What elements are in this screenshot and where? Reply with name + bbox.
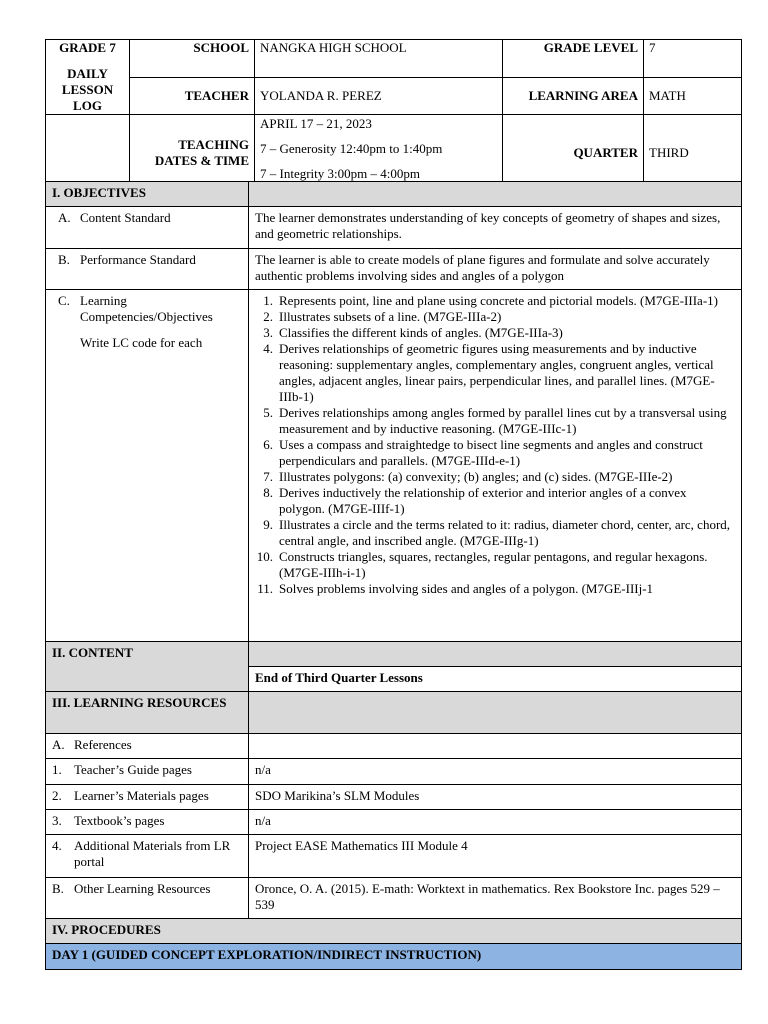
teaching-label: TEACHING (178, 137, 249, 152)
performance-standard-label (46, 249, 249, 290)
teachers-guide-label (46, 759, 249, 785)
competency-text: Derives relationships among angles formed by parallel lines cut by a transversal using measurement and by inductive reasoning. (M7GE-IIIc-1) (279, 405, 727, 436)
competency-item (251, 405, 735, 437)
competencies-text: Learning Competencies/Objectives (80, 293, 213, 324)
references-label (46, 734, 249, 759)
textbook-pages-label (46, 810, 249, 835)
competency-text: Derives relationships of geometric figures using measurements and by inductive reasoning: supplementary angles, complementary angles, congruent angles, vertical angles, adjacent angles, linear pairs, perpendicular lines, and parallel lines. (M7GE-IIIb-1) (279, 341, 715, 404)
performance-standard-value: The learner is able to create models of plane figures and formulate and solve accurately authentic problems involving sides and angles of a polygon (249, 249, 742, 290)
date-range: APRIL 17 – 21, 2023 (260, 116, 372, 131)
other-resources-marker: B. (52, 881, 64, 896)
teacher-label: TEACHER (130, 77, 255, 115)
competencies-list (251, 293, 735, 597)
quarter-label: QUARTER (503, 115, 644, 192)
competency-number: 7. (263, 469, 273, 484)
competency-text: Classifies the different kinds of angles. (M7GE-IIIa-3) (279, 325, 563, 340)
other-resources-value: Oronce, O. A. (2015). E-math: Worktext in mathematics. Rex Bookstore Inc. pages 529 – 539 (249, 878, 742, 919)
header-table (45, 39, 742, 192)
competency-text: Represents point, line and plane using concrete and pictorial models. (M7GE-IIIa-1) (279, 293, 718, 308)
learners-materials-value: SDO Marikina’s SLM Modules (249, 785, 742, 810)
references-text: References (74, 737, 132, 752)
competency-text: Derives inductively the relationship of exterior and interior angles of a convex polygon. (M7GE-IIIf-1) (279, 485, 687, 516)
teaching-dates-value (255, 115, 503, 192)
school-value: NANGKA HIGH SCHOOL (255, 40, 503, 78)
schedule-generosity: 7 – Generosity 12:40pm to 1:40pm (260, 141, 443, 156)
competencies-marker: C. (58, 293, 70, 308)
content-standard-value: The learner demonstrates understanding of key concepts of geometry of shapes and sizes, and geometric relationships. (249, 207, 742, 249)
schedule-integrity: 7 – Integrity 3:00pm – 4:00pm (260, 166, 420, 181)
learning-area-value: MATH (644, 77, 742, 115)
competency-text: Illustrates polygons: (a) convexity; (b) angles; and (c) sides. (M7GE-IIIe-2) (279, 469, 673, 484)
teachers-guide-text: Teacher’s Guide pages (74, 762, 192, 777)
competency-number: 1. (263, 293, 273, 308)
competency-number: 10. (256, 549, 273, 564)
competency-number: 3. (263, 325, 273, 340)
learning-competencies-value (249, 290, 742, 642)
competency-item (251, 469, 735, 485)
competency-number: 11. (257, 581, 273, 596)
content-value: End of Third Quarter Lessons (249, 667, 742, 692)
grade-label: GRADE 7 (59, 40, 116, 55)
competency-item (251, 325, 735, 341)
learners-materials-label (46, 785, 249, 810)
competency-text: Illustrates subsets of a line. (M7GE-IIIa-2) (279, 309, 502, 324)
competency-number: 9. (263, 517, 273, 532)
daily-label: DAILY (67, 66, 108, 81)
competency-item (251, 485, 735, 517)
lesson-label: LESSON (61, 82, 114, 97)
teaching-dates-label (130, 115, 255, 192)
grade-daily-lesson-log-title (46, 40, 130, 115)
quarter-value: THIRD (644, 115, 742, 192)
additional-materials-marker: 4. (52, 838, 62, 853)
competency-item (251, 293, 735, 309)
textbook-pages-marker: 3. (52, 813, 62, 828)
textbook-pages-text: Textbook’s pages (74, 813, 165, 828)
competency-item (251, 549, 735, 581)
competency-text: Illustrates a circle and the terms related to it: radius, diameter chord, center, arc, chord, central angle, and inscribed angle. (M7GE-IIIg-1) (279, 517, 731, 548)
procedures-heading: IV. PROCEDURES (46, 919, 742, 944)
grade-level-label: GRADE LEVEL (503, 40, 644, 78)
competency-item (251, 309, 735, 325)
content-standard-text: Content Standard (80, 210, 171, 225)
title-spacer (46, 115, 130, 192)
learning-competencies-label (46, 290, 249, 642)
objectives-heading: I. OBJECTIVES (46, 182, 249, 207)
learners-materials-text: Learner’s Materials pages (74, 788, 209, 803)
competency-number: 6. (263, 437, 273, 452)
content-heading-fill (249, 642, 742, 667)
competency-text: Constructs triangles, squares, rectangles, regular pentagons, and regular hexagons. (M7GE-IIIh-i-1) (279, 549, 708, 580)
learners-materials-marker: 2. (52, 788, 62, 803)
school-label: SCHOOL (130, 40, 255, 78)
competency-item (251, 517, 735, 549)
competency-number: 2. (263, 309, 273, 324)
dates-time-label: DATES & TIME (154, 153, 249, 168)
competency-number: 8. (263, 485, 273, 500)
content-standard-label (46, 207, 249, 249)
additional-materials-label (46, 835, 249, 878)
textbook-pages-value: n/a (249, 810, 742, 835)
other-resources-text: Other Learning Resources (74, 881, 211, 896)
learning-resources-heading-fill (249, 692, 742, 734)
teachers-guide-value: n/a (249, 759, 742, 785)
lc-code-note: Write LC code for each (80, 335, 203, 350)
teachers-guide-marker: 1. (52, 762, 62, 777)
additional-materials-value: Project EASE Mathematics III Module 4 (249, 835, 742, 878)
references-value (249, 734, 742, 759)
competency-item (251, 437, 735, 469)
teacher-value: YOLANDA R. PEREZ (255, 77, 503, 115)
references-marker: A. (52, 737, 65, 752)
grade-level-value: 7 (644, 40, 742, 78)
content-standard-marker: A. (58, 210, 71, 225)
competency-number: 5. (263, 405, 273, 420)
additional-materials-text: Additional Materials from LR portal (74, 838, 231, 869)
performance-standard-text: Performance Standard (80, 252, 196, 267)
day1-heading: DAY 1 (GUIDED CONCEPT EXPLORATION/INDIRECT INSTRUCTION) (46, 944, 742, 970)
competency-item (251, 341, 735, 405)
learning-resources-heading: III. LEARNING RESOURCES (46, 692, 249, 734)
competency-text: Solves problems involving sides and angles of a polygon. (M7GE-IIIj-1 (279, 581, 654, 596)
competency-item (251, 581, 735, 597)
competency-text: Uses a compass and straightedge to bisect line segments and angles and construct perpendiculars and parallels. (M7GE-IIId-e-1) (279, 437, 703, 468)
objectives-heading-fill (249, 182, 742, 207)
competency-number: 4. (263, 341, 273, 356)
performance-standard-marker: B. (58, 252, 70, 267)
content-heading: II. CONTENT (46, 642, 249, 692)
log-label: LOG (73, 98, 102, 113)
lesson-log-table (45, 181, 742, 970)
learning-area-label: LEARNING AREA (503, 77, 644, 115)
other-resources-label (46, 878, 249, 919)
